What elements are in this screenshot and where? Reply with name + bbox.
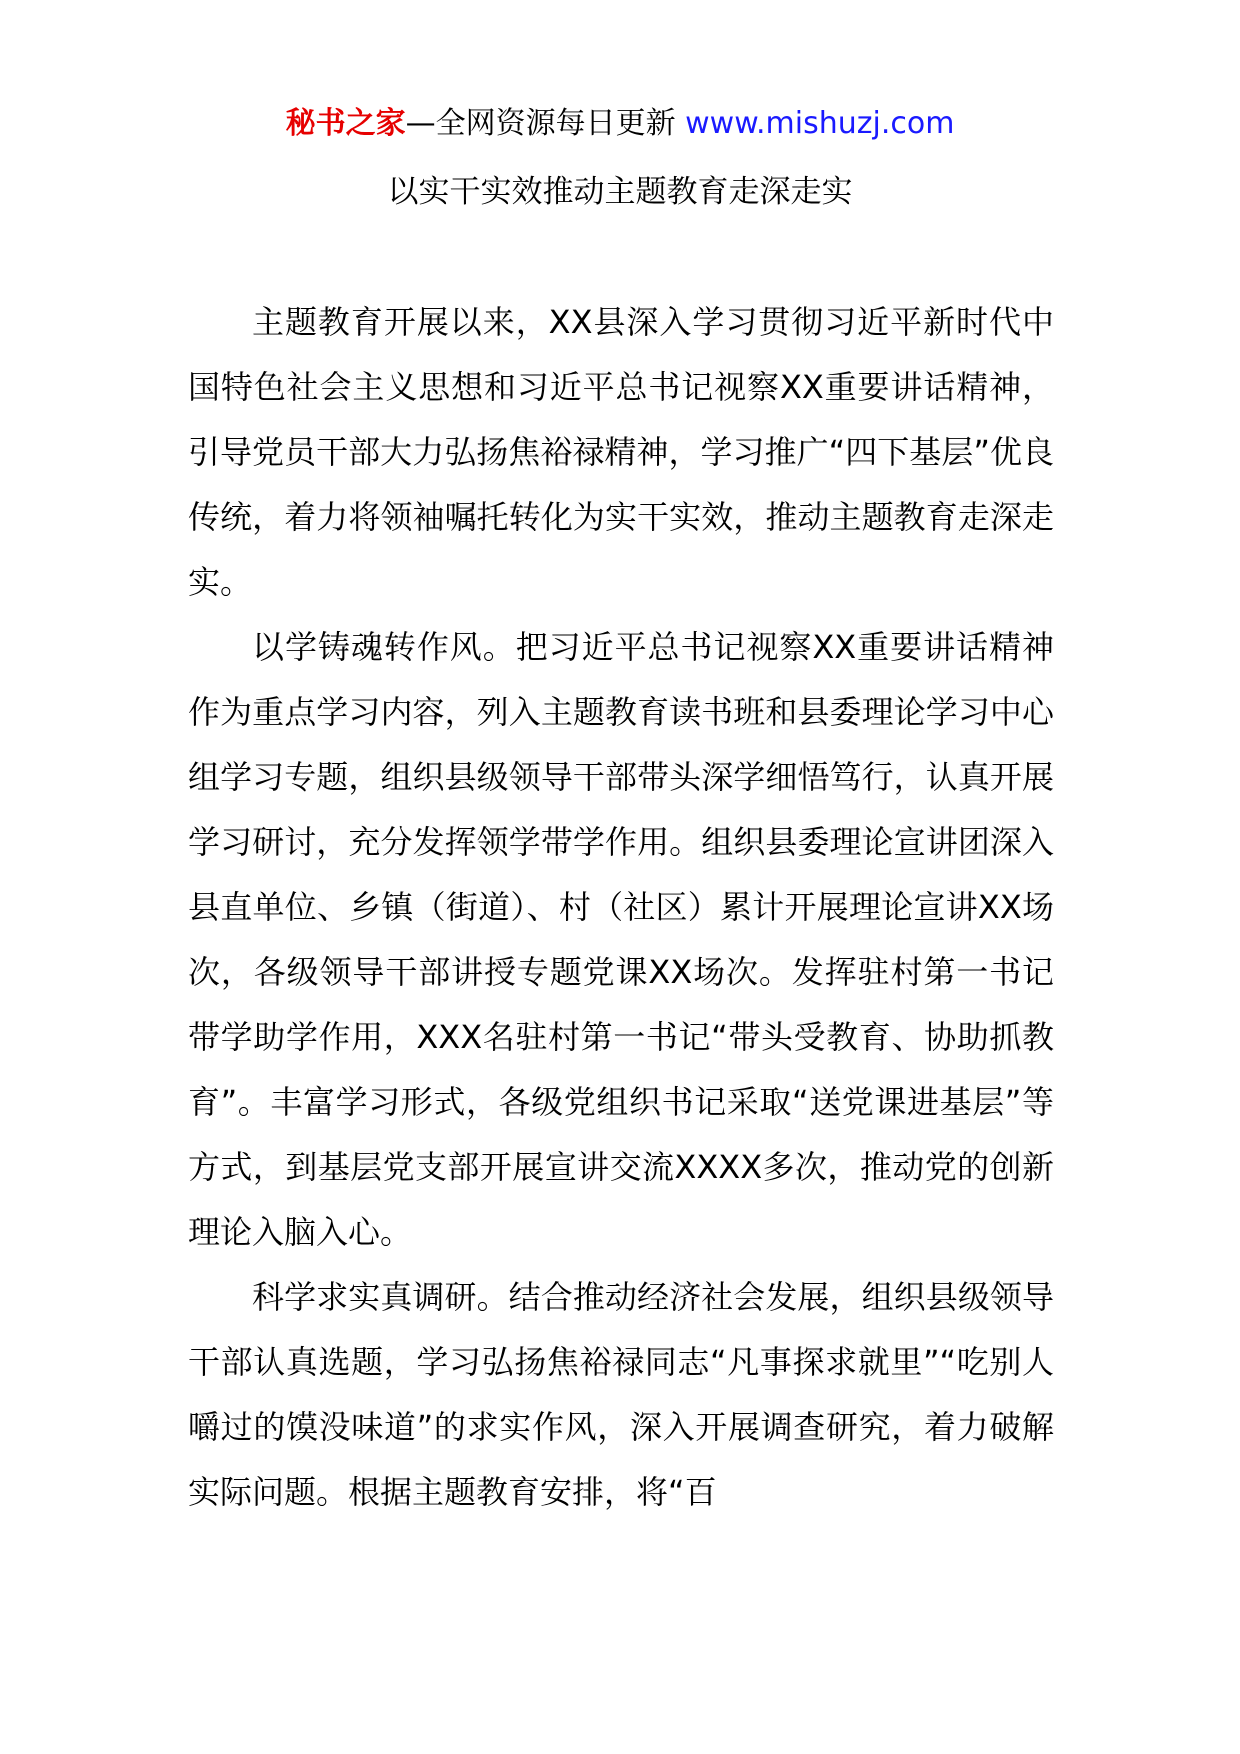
paragraph-research: 科学求实真调研。结合推动经济社会发展，组织县级领导干部认真选题，学习弘扬焦裕禄同志“凡事探求就里”“吃别人嚼过的馍没味道”的求实作风，深入开展调查研究，着力破解实际问题。根据主题教育安排，将“百 [188,1278,1054,1511]
document-body [188,290,1054,1525]
site-tagline: —全网资源每日更新 [405,106,686,141]
site-url-link[interactable]: www.mishuzj.com [685,106,955,141]
paragraph-study: 以学铸魂转作风。把习近平总书记视察XX重要讲话精神作为重点学习内容，列入主题教育读书班和县委理论学习中心组学习专题，组织县级领导干部带头深学细悟笃行，认真开展学习研讨，充分发挥领学带学作用。组织县委理论宣讲团深入县直单位、乡镇（街道）、村（社区）累计开展理论宣讲XX场次，各级领导干部讲授专题党课XX场次。发挥驻村第一书记带学助学作用，XXX名驻村第一书记“带头受教育、协助抓教育”。丰富学习形式，各级党组织书记采取“送党课进基层”等方式，到基层党支部开展宣讲交流XXXX多次，推动党的创新理论入脑入心。 [188,628,1054,1251]
brand-name: 秘书之家 [285,106,406,141]
document-title: 以实干实效推动主题教育走深走实 [387,174,853,210]
paragraph-intro: 主题教育开展以来，XX县深入学习贯彻习近平新时代中国特色社会主义思想和习近平总书记视察XX重要讲话精神，引导党员干部大力弘扬焦裕禄精神，学习推广“四下基层”优良传统，着力将领袖嘱托转化为实干实效，推动主题教育走深走实。 [188,303,1054,601]
site-header [0,102,1240,146]
